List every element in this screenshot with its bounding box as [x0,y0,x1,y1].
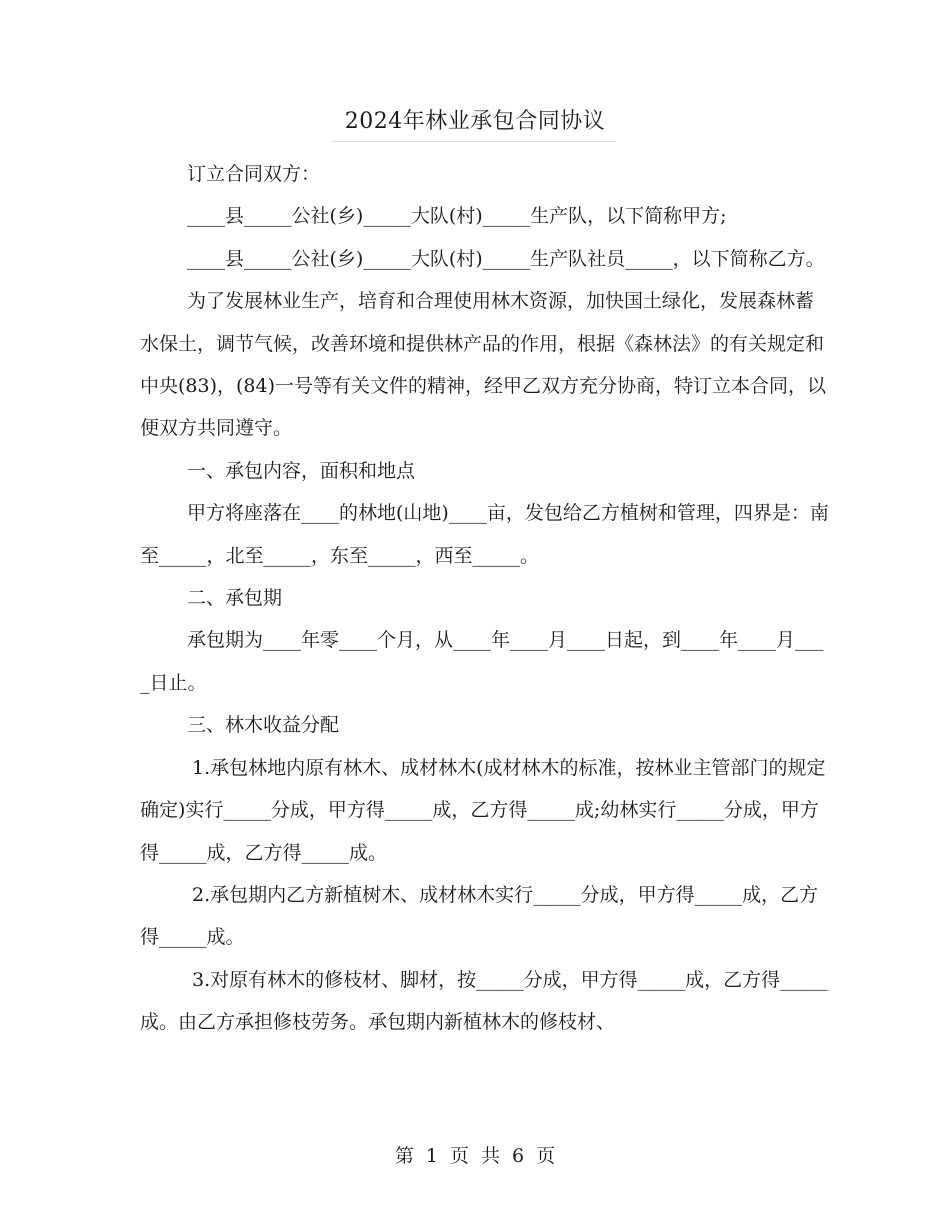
page-footer: 第 1 页 共 6 页 [394,1145,556,1167]
paragraph-party-b: ____县_____公社(乡)_____大队(村)_____生产队社员_____，以下简称乙方。 [187,247,825,270]
paragraph-distribution-3: 3.对原有林木的修枝材、脚材，按_____分成，甲方得_____成，乙方得_____成。由乙方承担修枝劳务。承包期内新植林木的修枝材、 [140,968,828,1034]
section-heading-period: 二、承包期 [187,587,283,610]
paragraph-period: 承包期为____年零____个月，从____年____月____日起，到____年____月____日止。 [140,629,824,694]
paragraph-party-a: ____县_____公社(乡)_____大队(村)_____生产队，以下简称甲方; [187,205,727,228]
document-title: 2024年林业承包合同协议 [344,109,606,134]
section-heading-content: 一、承包内容，面积和地点 [187,459,416,482]
document-body [140,153,830,1044]
paragraph-content: 甲方将座落在____的林地(山地)____亩，发包给乙方植树和管理，四界是：南至_____，北至_____，东至_____，西至_____。 [140,502,829,567]
paragraph-distribution-2: 2.承包期内乙方新植树木、成材林木实行_____分成，甲方得_____成，乙方得_____成。 [140,883,819,949]
paragraph-purpose: 为了发展林业生产，培育和合理使用林木资源，加快国土绿化，发展森林蓄水保土，调节气候，改善环境和提供林产品的作用，根据《森林法》的有关规定和中央(83)，(84)一号等有关文件的精神，经甲乙双方充分协商，特订立本合同，以便双方共同遵守。 [140,290,827,440]
paragraph-parties-heading: 订立合同双方： [187,163,321,185]
title-underline [332,141,616,142]
paragraph-distribution-1: 1.承包林地内原有林木、成材林木(成材林木的标准，按林业主管部门的规定确定)实行_____分成，甲方得_____成，乙方得_____成;幼林实行_____分成，甲方得_____成，乙方得_____成。 [140,756,826,864]
section-heading-distribution: 三、林木收益分配 [187,714,340,737]
